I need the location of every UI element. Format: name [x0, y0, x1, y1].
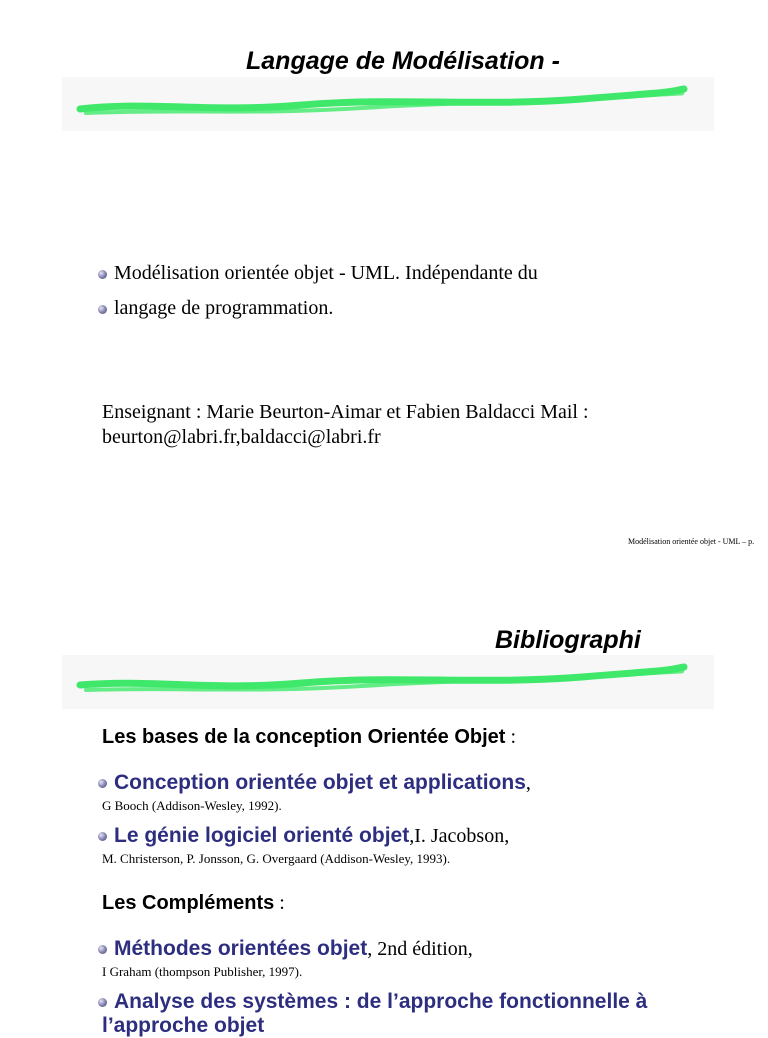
bullet-icon	[98, 832, 107, 841]
section-heading-text: Les bases de la conception Orientée Objet	[102, 726, 506, 748]
bullet-icon	[98, 270, 107, 279]
teacher-line-1: Enseignant : Marie Beurton-Aimar et Fabien Baldacci Mail :	[102, 401, 589, 423]
book-entry-booch	[114, 771, 531, 795]
section-heading-complements	[102, 892, 285, 915]
green-brush-stroke	[62, 77, 714, 131]
book-publisher: G Booch (Addison-Wesley, 1992).	[102, 798, 282, 813]
book-title: Conception orientée objet et applications	[114, 771, 526, 794]
slide1-bullet-2: langage de programmation.	[114, 297, 334, 319]
book-publisher: I Graham (thompson Publisher, 1997).	[102, 964, 303, 979]
slide1-footer: Modélisation orientée objet - UML – p.	[628, 537, 755, 546]
section-heading-colon: :	[505, 726, 517, 748]
bullet-icon	[98, 998, 107, 1007]
book-title: Méthodes orientées objet	[114, 937, 368, 960]
book-title-rest: , 2nd édition,	[367, 938, 473, 960]
book-title: Analyse des systèmes : de l’approche fonctionnelle à	[114, 990, 648, 1013]
section-heading-bases	[102, 726, 516, 749]
slide1-bullet-1: Modélisation orientée objet - UML. Indépendante du	[114, 262, 538, 284]
book-title-line2: l’approche objet	[102, 1014, 265, 1037]
book-entry-jacobson	[114, 824, 509, 848]
book-entry-graham	[114, 937, 473, 961]
book-publisher: M. Christerson, P. Jonsson, G. Overgaard (Addison-Wesley, 1993).	[102, 851, 451, 866]
bullet-icon	[98, 305, 107, 314]
teacher-emails: beurton@labri.fr,baldacci@labri.fr	[102, 426, 381, 448]
slide1-title: Langage de Modélisation -	[246, 47, 560, 75]
bullet-icon	[98, 779, 107, 788]
book-title: Le génie logiciel orienté objet	[114, 824, 410, 847]
section-heading-text: Les Compléments	[102, 892, 275, 914]
green-brush-stroke	[62, 655, 714, 709]
section-heading-colon: :	[274, 892, 285, 914]
bullet-icon	[98, 945, 107, 954]
book-title-rest: ,I. Jacobson,	[409, 825, 510, 847]
slide2-title: Bibliographi	[495, 626, 641, 654]
book-title-rest: ,	[525, 772, 531, 794]
